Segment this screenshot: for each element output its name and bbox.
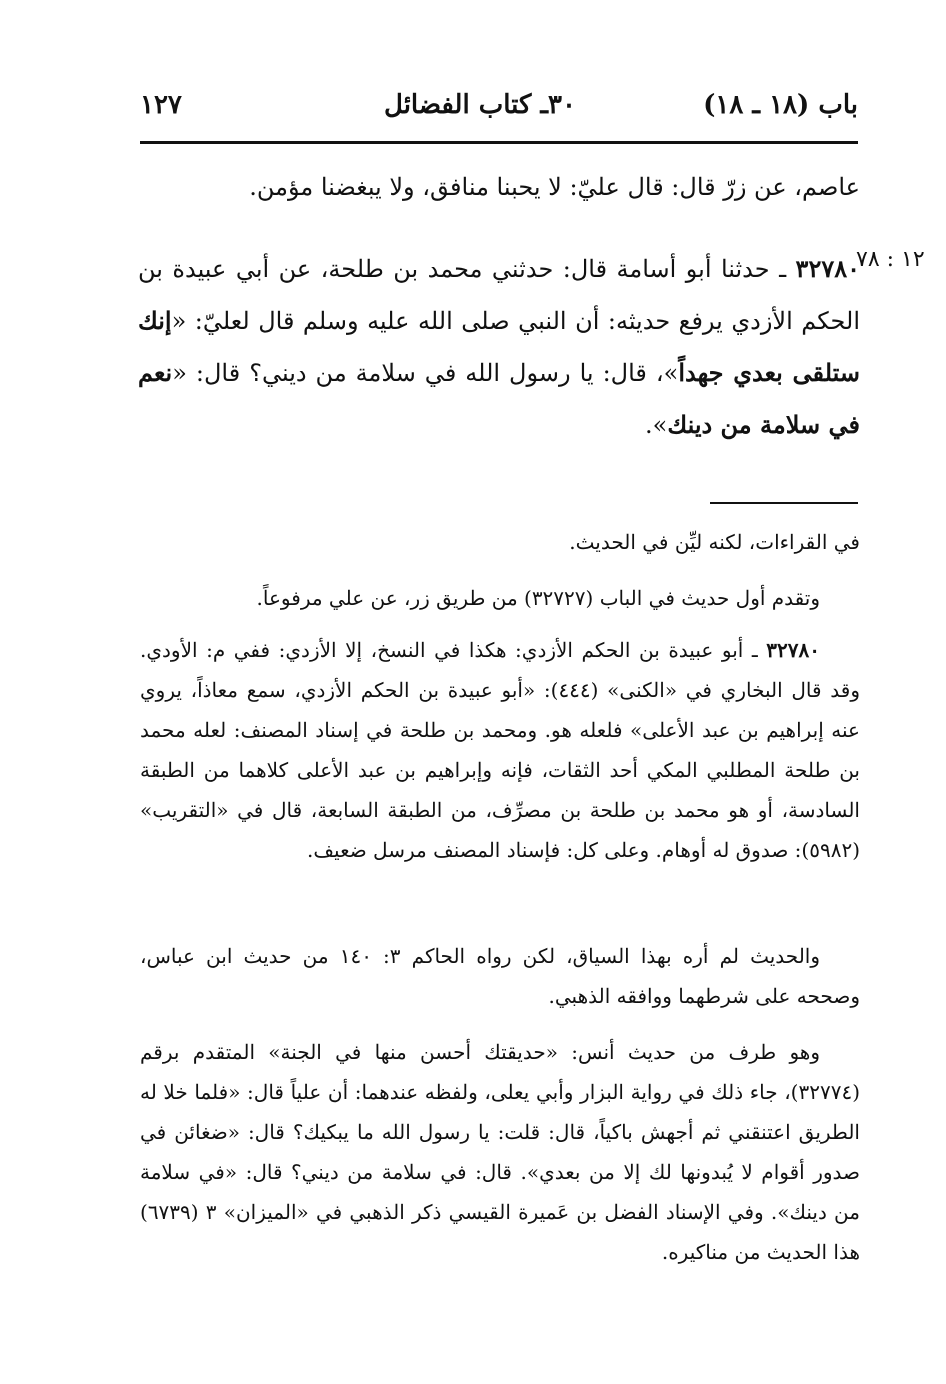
chapter-heading: باب (١٨ ـ ١٨) <box>703 90 858 120</box>
hadith-text-1: ـ حدثنا أبو أسامة قال: حدثني محمد بن طلحة، عن أبي عبيدة بن الحكم الأزدي يرفع حديثه: أن النبي صلى الله عليه وسلم قال لعليّ: « <box>138 255 860 335</box>
footnote-continuation: في القراءات، لكنه ليِّن في الحديث. <box>569 530 860 554</box>
hadith-quote-2: نعم في سلامة من دينك <box>138 358 860 439</box>
page-number: ١٢٧ <box>140 90 182 120</box>
footnote-hadith-number: ٣٢٧٨٠ <box>766 638 820 662</box>
hadith-text-2: »، قال: يا رسول الله في سلامة من ديني؟ قال: « <box>172 359 679 387</box>
top-paragraph: عاصم، عن زرّ قال: قال عليّ: لا يحبنا منافق، ولا يبغضنا مؤمن. <box>249 173 860 201</box>
footnote-commentary-text: ـ أبو عبيدة بن الحكم الأزدي: هكذا في النسخ، إلا الأزدي: ففي م: الأودي. وقد قال البخاري في «الكنى» (٤٤٤): «أبو عبيدة بن الحكم الأزدي، سمع معاذاً، يروي عنه إبراهيم بن عبد الأعلى» فلعله هو. ومحمد بن طلحة في إسناد المصنف: لعله محمد بن طلحة المطلبي المكي أحد الثقات، فإنه وإبراهيم بن عبد الأعلى كلاهما من الطبقة السادسة، أو هو محمد بن طلحة بن مصرِّف، من الطبقة السابعة، قال في «التقريب» (٥٩٨٢): صدوق له أوهام. وعلى كل: فإسناد المصنف مرسل ضعيف. <box>140 638 860 862</box>
footnote-hakim: والحديث لم أره بهذا السياق، لكن رواه الحاكم ٣: ١٤٠ من حديث ابن عباس، وصححه على شرطهما ووافقه الذهبي. <box>140 944 860 1008</box>
footnote-hadith-commentary <box>140 630 860 870</box>
footnote-separator <box>710 502 858 504</box>
footnote-anas-hadith: وهو طرف من حديث أنس: «حديقتك أحسن منها في الجنة» المتقدم برقم (٣٢٧٧٤)، جاء ذلك في رواية البزار وأبي يعلى، ولفظه عندهما: أن علياً قال: «فلما خلا له الطريق اعتنقني ثم أجهش باكياً، قال: قلت: يا رسول الله ما يبكيك؟ قال: «ضغائن في صدور أقوام لا يُبدونها لك إلا من بعدي». قال: في سلامة من ديني؟ قال: «في سلامة من دينك». وفي الإسناد الفضل بن عَميرة القيسي ذكر الذهبي في «الميزان» ٣ (٦٧٣٩) هذا الحديث من مناكيره. <box>140 1040 860 1264</box>
hadith-number: ٣٢٧٨٠ <box>795 254 860 283</box>
marginal-reference: ١٢ : ٧٨ <box>856 247 925 272</box>
hadith-quote-1: إنك ستلقى بعدي جهداً <box>138 306 860 387</box>
header-rule <box>140 141 858 144</box>
hadith-paragraph <box>138 243 860 451</box>
footnote-cross-reference: وتقدم أول حديث في الباب (٣٢٧٢٧) من طريق زر، عن علي مرفوعاً. <box>256 586 820 610</box>
hadith-text-3: ». <box>645 411 668 439</box>
book-title: ٣٠ـ كتاب الفضائل <box>384 90 576 120</box>
